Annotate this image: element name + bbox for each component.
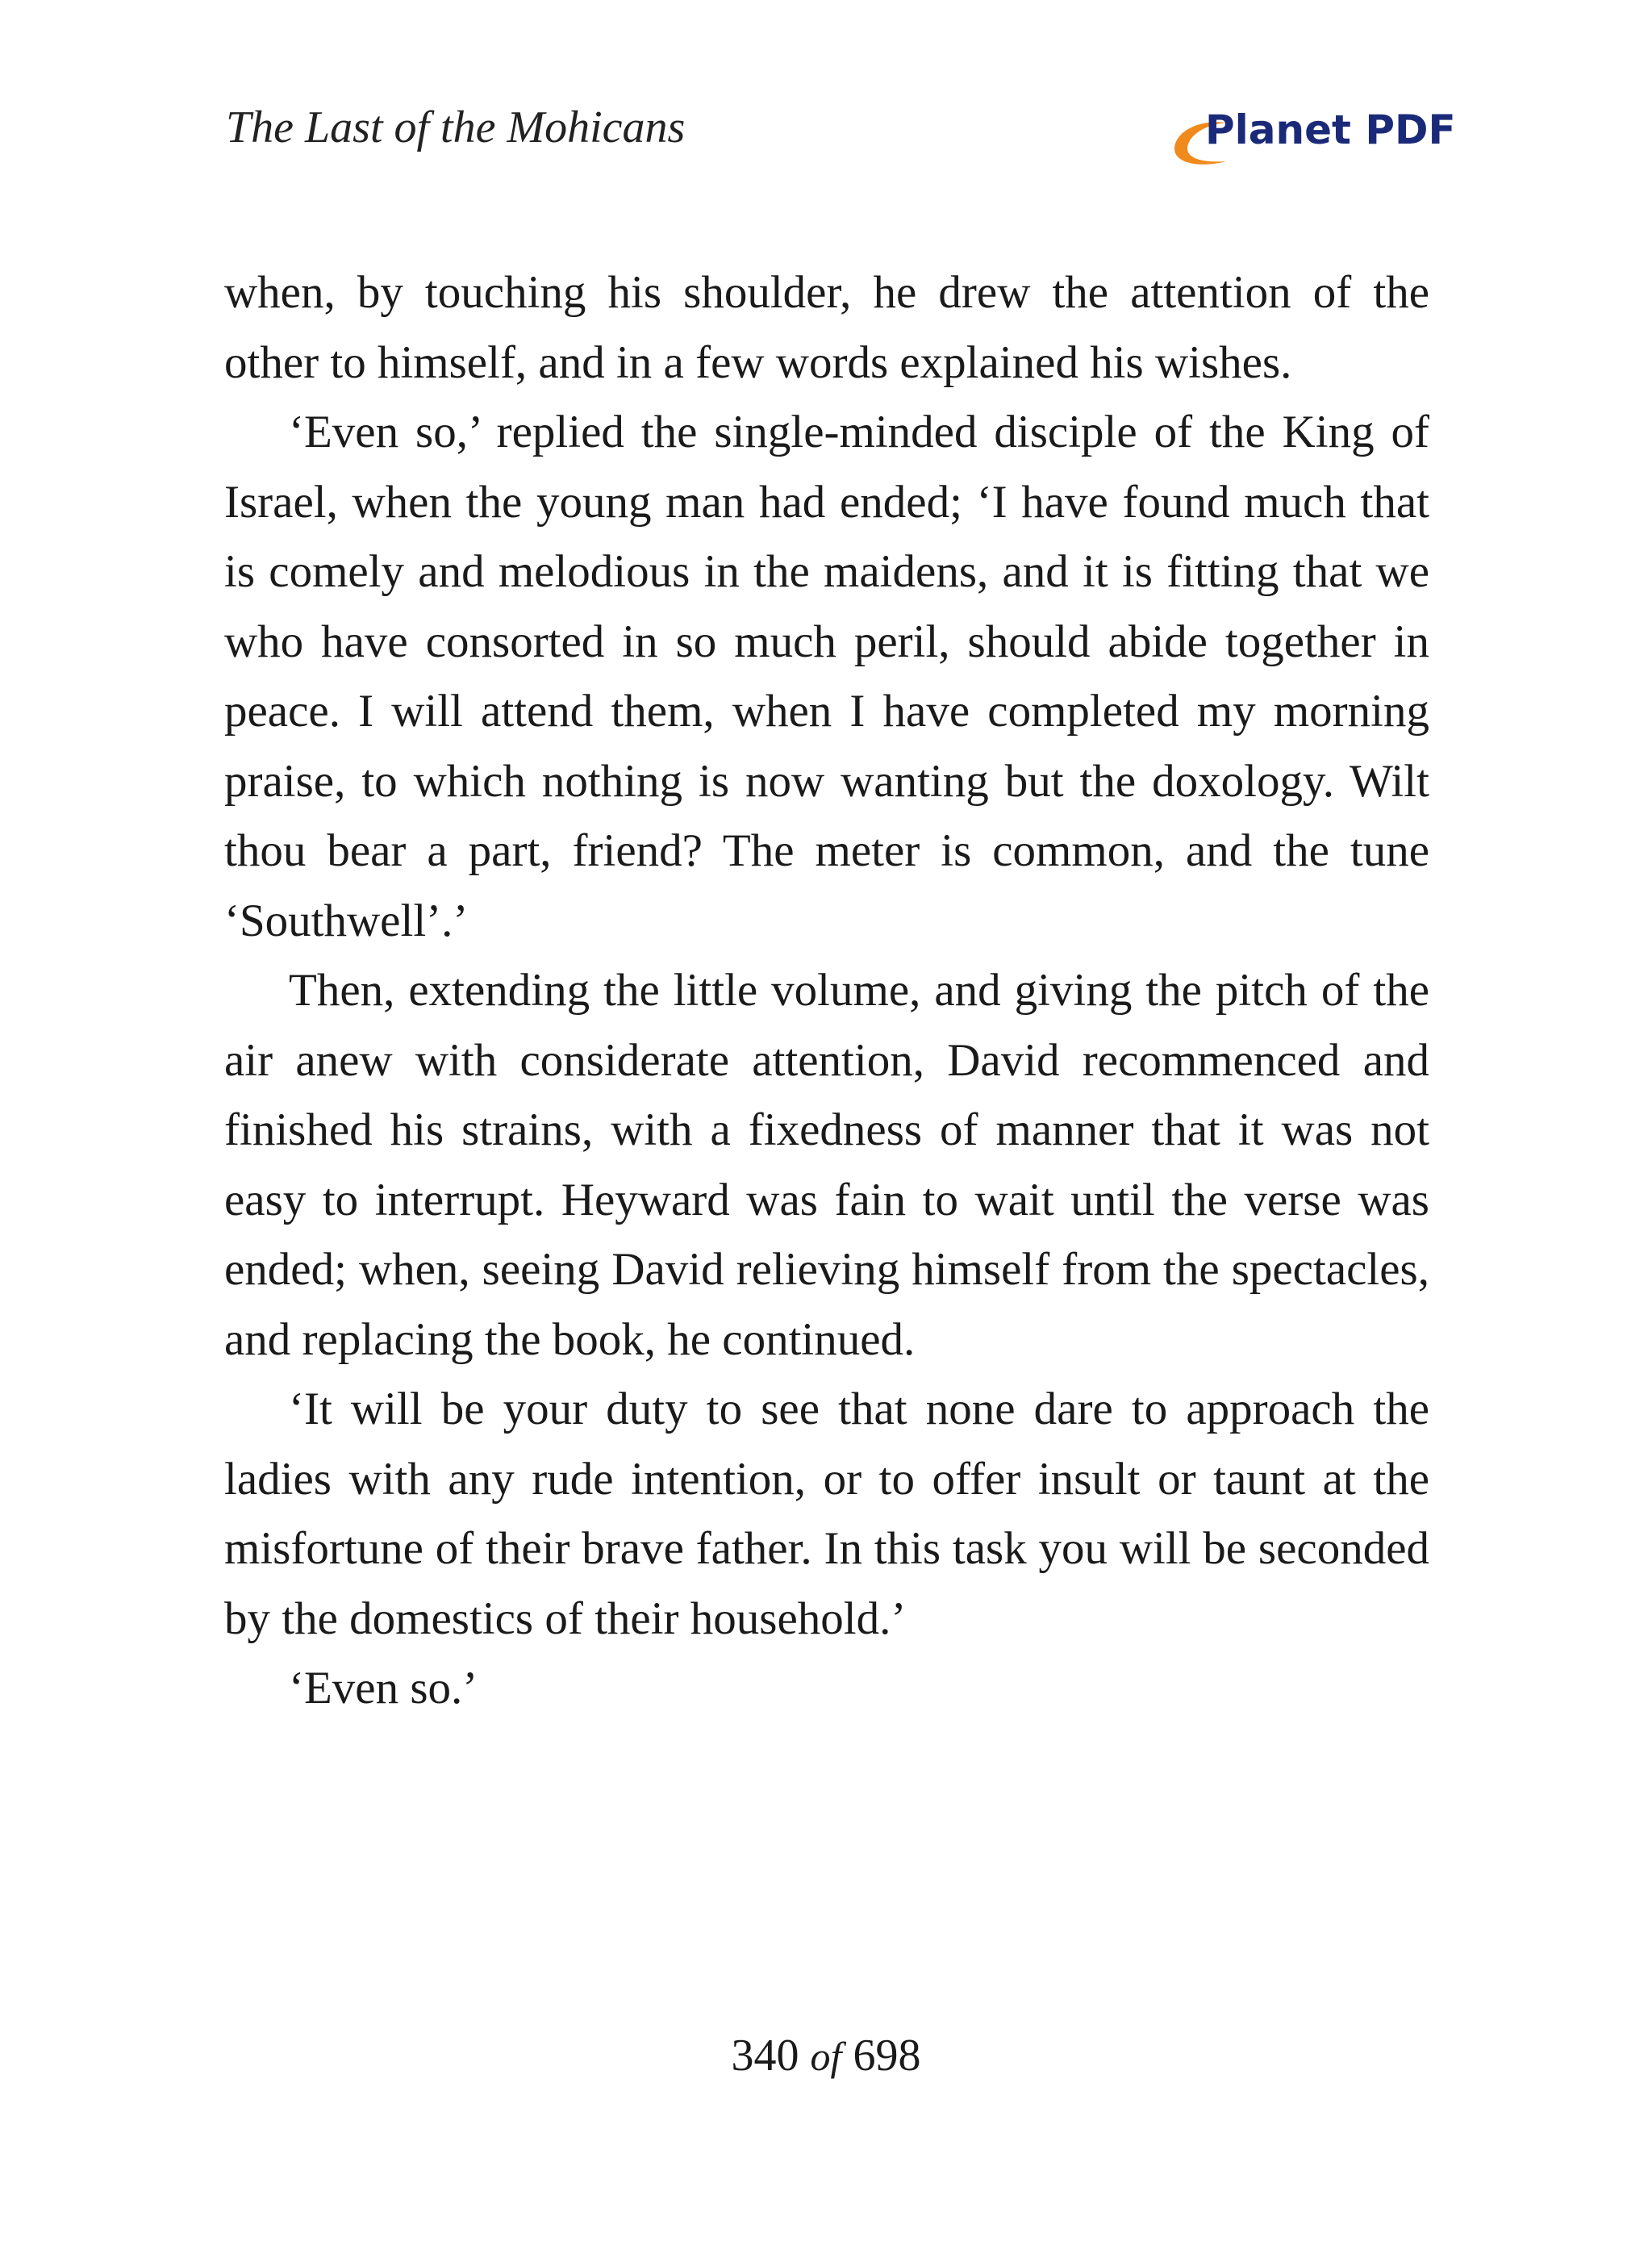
page-header (226, 95, 1456, 184)
page-body (224, 258, 1429, 1724)
total-pages: 698 (853, 2031, 921, 2081)
page-number (0, 2031, 1652, 2081)
paragraph: Then, extending the little volume, and giving the pitch of the air anew with considerate attention, David recommenced and finished his strains, with a fixedness of manner that it was not easy to interrupt. Heyward was fain to wait until the verse was ended; when, seeing David relieving himself from the spectacles, and replacing the book, he continued. (224, 965, 1429, 1365)
paragraph: ‘Even so,’ replied the single-minded disciple of the King of Israel, when the young man had ended; ‘I have found much that is comely and melodious in the maidens, and it is fitting that we who have consorted in so much peril, should abide together in peace. I will attend them, when I have completed my morning praise, to which nothing is now wanting but the doxology. Wilt thou bear a part, friend? The meter is common, and the tune ‘Southwell’.’ (224, 407, 1429, 946)
current-page: 340 (731, 2031, 799, 2081)
paragraph: when, by touching his shoulder, he drew the attention of the other to himself, and in a few words explained his wishes. (224, 267, 1429, 388)
paragraph: ‘It will be your duty to see that none dare to approach the ladies with any rude intention, or to offer insult or taunt at the misfortune of their brave father. In this task you will be seconded by the domestics of their household.’ (224, 1384, 1429, 1644)
logo-text: Planet PDF (1205, 106, 1456, 153)
of-label: of (810, 2034, 842, 2079)
book-title: The Last of the Mohicans (226, 102, 686, 152)
paragraph: ‘Even so.’ (289, 1663, 478, 1713)
planet-pdf-logo (1170, 105, 1456, 169)
